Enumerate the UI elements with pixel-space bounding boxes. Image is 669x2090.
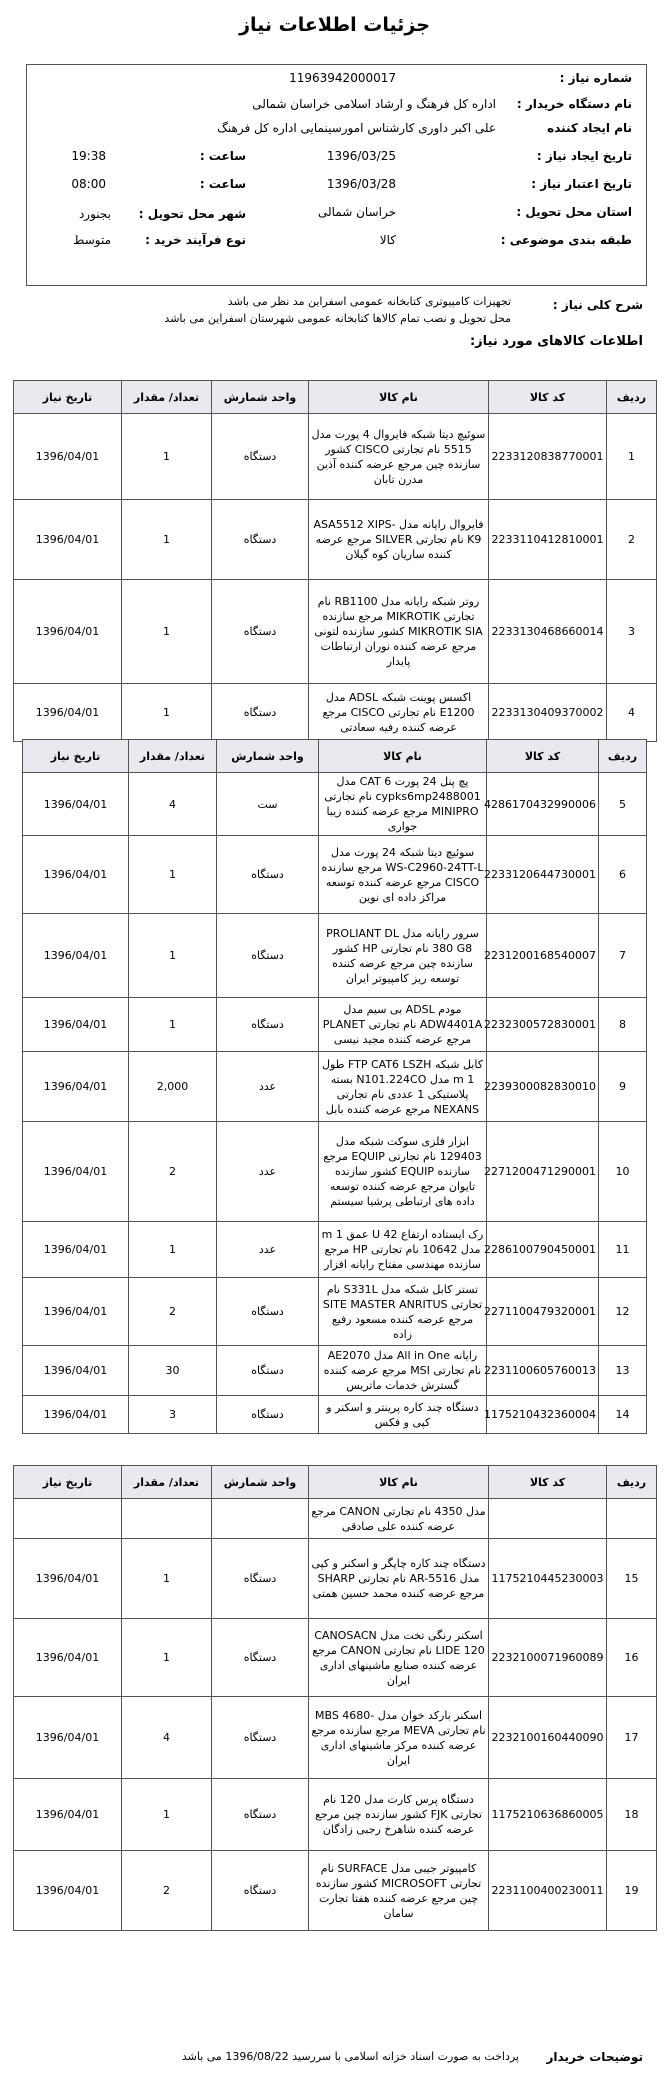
item-quantity: 1: [129, 998, 217, 1052]
item-quantity: 1: [122, 580, 212, 684]
item-code: 1175210636860005: [489, 1779, 607, 1851]
item-name: کامپیوتر جیبی مدل SURFACE نام تجارتی MICROSOFT کشور سازنده چین مرجع عرضه کننده هفتا تجارت سامان: [309, 1851, 489, 1931]
item-quantity: 2,000: [129, 1052, 217, 1122]
table-row: [23, 1346, 647, 1396]
item-need-date: 1396/04/01: [23, 1222, 129, 1278]
table-row: [23, 1396, 647, 1434]
item-name: مودم ADSL بی سیم مدل ADW4401A نام تجارتی PLANET مرجع عرضه کننده مجید نیسی: [319, 998, 487, 1052]
item-need-date: 1396/04/01: [23, 836, 129, 914]
item-row-number: 17: [607, 1697, 657, 1779]
validity-date-label: تاریخ اعتبار نیاز :: [531, 177, 632, 191]
table-row: [23, 1278, 647, 1346]
item-quantity: 1: [129, 1222, 217, 1278]
item-quantity: 3: [129, 1396, 217, 1434]
item-unit: عدد: [217, 1052, 319, 1122]
item-name: دستگاه چند کاره پرینتر و اسکنر و کپی و فکس: [319, 1396, 487, 1434]
items-section-title: اطلاعات کالاهای مورد نیاز:: [469, 334, 643, 349]
items-table-1: [13, 380, 657, 742]
need-number: 11963942000017: [289, 71, 396, 85]
item-quantity: 1: [122, 1539, 212, 1619]
item-unit: دستگاه: [212, 1539, 309, 1619]
item-need-date: 1396/04/01: [14, 1851, 122, 1931]
item-unit: دستگاه: [212, 1697, 309, 1779]
item-row-number: 16: [607, 1619, 657, 1697]
item-quantity: 1: [122, 1779, 212, 1851]
table-row: [14, 1851, 657, 1931]
province-label: استان محل تحویل :: [516, 205, 632, 219]
col-date: تاریخ نیاز: [14, 1466, 122, 1499]
item-code: 2233130468660014: [489, 580, 607, 684]
item-need-date: 1396/04/01: [23, 1122, 129, 1222]
item-quantity: 1: [122, 500, 212, 580]
page-title: جزئیات اطلاعات نیاز: [239, 14, 430, 36]
process: متوسط: [73, 233, 111, 247]
item-code: 2271100479320001: [487, 1278, 599, 1346]
item-code: 2286100790450001: [487, 1222, 599, 1278]
item-code: 1175210432360004: [487, 1396, 599, 1434]
item-need-date: 1396/04/01: [23, 998, 129, 1052]
item-code: 2239300082830010: [487, 1052, 599, 1122]
item-unit: دستگاه: [212, 500, 309, 580]
item-name: رایانه All in One مدل AE2070 نام تجارتی MSI مرجع عرضه کننده گسترش خدمات ماتریس: [319, 1346, 487, 1396]
category-label: طبقه بندی موضوعی :: [500, 233, 632, 247]
item-quantity: 1: [129, 836, 217, 914]
item-name: ابزار فلزی سوکت شبکه مدل 129403 نام تجارتی EQUIP مرجع سازنده EQUIP کشور سازنده تایوان مرجع عرضه کننده توسعه داده های ارتباطی پرشیا سیستم: [319, 1122, 487, 1222]
item-unit: دستگاه: [217, 1346, 319, 1396]
city-label: شهر محل تحویل :: [138, 207, 246, 221]
city: بجنورد: [78, 207, 111, 221]
item-quantity: 2: [122, 1851, 212, 1931]
col-name: نام کالا: [309, 381, 489, 414]
items-table-2: [22, 739, 647, 1434]
created-date-label: تاریخ ایجاد نیاز :: [536, 149, 632, 163]
item-need-date: 1396/04/01: [14, 500, 122, 580]
item-row-number: 3: [607, 580, 657, 684]
item-quantity: 30: [129, 1346, 217, 1396]
col-unit: واحد شمارش: [212, 1466, 309, 1499]
item-name: سوئیچ دیتا شبکه فایروال 4 پورت مدل 5515 نام تجارتی CISCO کشور سازنده چین مرجع عرضه کننده آذین مدرن تابان: [309, 414, 489, 500]
items-table-2-body: [23, 773, 647, 1434]
item-quantity: 1: [122, 684, 212, 742]
col-name: نام کالا: [319, 740, 487, 773]
item-quantity: 2: [129, 1122, 217, 1222]
description-line-2: محل تحویل و نصب تمام کالاها کتابخانه عمومی شهرستان اسفراین می باشد: [164, 312, 511, 325]
item-name: کابل شبکه FTP CAT6 LSZH طول 1 m مدل N101.224CO بسته پلاستیکی 1 عددی نام تجارتی NEXANS مرجع عرضه کننده بابل: [319, 1052, 487, 1122]
table-row-continuation: [14, 1499, 657, 1539]
col-unit: واحد شمارش: [217, 740, 319, 773]
col-qty: تعداد/ مقدار: [122, 381, 212, 414]
item-name: دستگاه پرس کارت مدل 120 نام تجارتی FJK کشور سازنده چین مرجع عرضه کننده شاهرخ رجبی زادگان: [309, 1779, 489, 1851]
validity-time-label: ساعت :: [199, 177, 246, 191]
col-qty: تعداد/ مقدار: [129, 740, 217, 773]
item-quantity: 1: [122, 414, 212, 500]
col-code: کد کالا: [487, 740, 599, 773]
table-row: [23, 914, 647, 998]
item-code: 2233120838770001: [489, 414, 607, 500]
item-code: 1175210445230003: [489, 1539, 607, 1619]
item-code: 2232300572830001: [487, 998, 599, 1052]
item-row-number: 11: [599, 1222, 647, 1278]
item-code: 2231100400230011: [489, 1851, 607, 1931]
table-row: [23, 1052, 647, 1122]
table-row: [23, 1222, 647, 1278]
item-row-number: 2: [607, 500, 657, 580]
item-row-number: 15: [607, 1539, 657, 1619]
item-code: 4286170432990006: [487, 773, 599, 836]
table-row: [23, 836, 647, 914]
item-row-number: 1: [607, 414, 657, 500]
created-time-label: ساعت :: [199, 149, 246, 163]
item-name: فایروال رایانه مدل -ASA5512 XIPS K9 نام تجارتی SILVER مرجع عرضه کننده ساریان کوه گیلان: [309, 500, 489, 580]
item-quantity: 4: [129, 773, 217, 836]
item-need-date: 1396/04/01: [23, 1396, 129, 1434]
description-line-1: تجهیزات کامپیوتری کتابخانه عمومی اسفراین مد نظر می باشد: [227, 295, 511, 308]
items-table-1-body: [14, 414, 657, 742]
table-row: [14, 1619, 657, 1697]
creator: علی اکبر داوری کارشناس امورسینمایی اداره کل فرهنگ: [217, 121, 496, 135]
item-row-number: 12: [599, 1278, 647, 1346]
item-code: 2271200471290001: [487, 1122, 599, 1222]
item-need-date: 1396/04/01: [23, 1278, 129, 1346]
item-quantity: 2: [129, 1278, 217, 1346]
table-row: [14, 580, 657, 684]
need-info-box: [26, 64, 647, 286]
description-text: [111, 293, 511, 327]
item-need-date: 1396/04/01: [23, 773, 129, 836]
item-row-number: 10: [599, 1122, 647, 1222]
table-row: [23, 1122, 647, 1222]
item-unit: دستگاه: [217, 1278, 319, 1346]
item-quantity: 4: [122, 1697, 212, 1779]
item-row-number: 8: [599, 998, 647, 1052]
item-code: 2232100160440090: [489, 1697, 607, 1779]
table-row: [14, 414, 657, 500]
buyer-notes-text: پرداخت به صورت اسناد خزانه اسلامی با سررسید 1396/08/22 می باشد: [181, 2050, 519, 2063]
col-row: ردیف: [607, 381, 657, 414]
buyer-org: اداره کل فرهنگ و ارشاد اسلامی خراسان شمالی: [252, 97, 496, 111]
table-row: [14, 1697, 657, 1779]
col-name: نام کالا: [309, 1466, 489, 1499]
item-unit: دستگاه: [212, 684, 309, 742]
col-unit: واحد شمارش: [212, 381, 309, 414]
item-quantity: 1: [122, 1619, 212, 1697]
col-code: کد کالا: [489, 381, 607, 414]
description-label: شرح کلی نیاز :: [552, 298, 643, 312]
item-unit: دستگاه: [212, 1779, 309, 1851]
table-row: [14, 1539, 657, 1619]
process-label: نوع فرآیند خرید :: [145, 233, 246, 247]
validity-time: 08:00: [71, 177, 106, 191]
col-qty: تعداد/ مقدار: [122, 1466, 212, 1499]
item-row-number: 18: [607, 1779, 657, 1851]
table-row: [23, 998, 647, 1052]
item-name: دستگاه چند کاره چاپگر و اسکنر و کپی مدل AR-5516 نام تجارتی SHARP مرجع عرضه کننده محمد حسین همتی: [309, 1539, 489, 1619]
item-row-number: 14: [599, 1396, 647, 1434]
item-need-date: 1396/04/01: [14, 684, 122, 742]
item-need-date: 1396/04/01: [14, 1539, 122, 1619]
buyer-notes-label: توضیحات خریدار: [546, 2050, 643, 2064]
table-row: [14, 684, 657, 742]
item-unit: دستگاه: [212, 1619, 309, 1697]
items-table-3: [13, 1465, 657, 1931]
item-row-number: 19: [607, 1851, 657, 1931]
item-unit: دستگاه: [217, 914, 319, 998]
item-unit: دستگاه: [217, 998, 319, 1052]
table-row: [14, 500, 657, 580]
created-date: 1396/03/25: [326, 149, 396, 163]
creator-label: نام ایجاد کننده: [547, 121, 632, 135]
item-unit: دستگاه: [212, 1851, 309, 1931]
category: کالا: [379, 233, 396, 247]
created-time: 19:38: [71, 149, 106, 163]
province: خراسان شمالی: [317, 205, 396, 219]
item-name: اکسس پوینت شبکه ADSL مدل E1200 نام تجارتی CISCO مرجع عرضه کننده رفیه سعادتی: [309, 684, 489, 742]
item-need-date: 1396/04/01: [23, 914, 129, 998]
item-name: اسکنر بارکد خوان مدل -MBS 4680 نام تجارتی MEVA مرجع سازنده مرجع عرضه کننده مرکز ماشینهای اداری ایران: [309, 1697, 489, 1779]
buyer-org-label: نام دستگاه خریدار :: [516, 97, 632, 111]
item-row-number: 4: [607, 684, 657, 742]
item-name: اسکنر رنگی تخت مدل CANOSACN LIDE 120 نام تجارتی CANON مرجع عرضه کننده صنایع ماشینهای اداری ایران: [309, 1619, 489, 1697]
need-number-label: شماره نیاز :: [559, 71, 632, 85]
item-row-number: 5: [599, 773, 647, 836]
item-name: تستر کابل شبکه مدل S331L نام تجارتی SITE MASTER ANRITUS مرجع عرضه کننده مسعود رفیع زاده: [319, 1278, 487, 1346]
item-code: 2233130409370002: [489, 684, 607, 742]
item-need-date: 1396/04/01: [14, 414, 122, 500]
item-row-number: 9: [599, 1052, 647, 1122]
item-unit: عدد: [217, 1222, 319, 1278]
item-unit: دستگاه: [217, 1396, 319, 1434]
item-need-date: 1396/04/01: [14, 1779, 122, 1851]
item-name: پچ پنل 24 پورت CAT 6 مدل cypks6mp2488001 نام تجارتی MINIPRO مرجع عرضه کننده زیبا جواری: [319, 773, 487, 836]
col-date: تاریخ نیاز: [23, 740, 129, 773]
item-need-date: 1396/04/01: [14, 1697, 122, 1779]
item-need-date: 1396/04/01: [14, 1619, 122, 1697]
item-quantity: 1: [129, 914, 217, 998]
item-unit: دستگاه: [212, 580, 309, 684]
item-name: سوئیچ دیتا شبکه 24 پورت مدل WS-C2960-24TT-L مرجع سازنده CISCO مرجع عرضه کننده توسعه مراکز داده ای نوین: [319, 836, 487, 914]
item-unit: ست: [217, 773, 319, 836]
item-unit: دستگاه: [217, 836, 319, 914]
item-name: رک ایستاده ارتفاع 42 U عمق 1 m مدل 10642 نام تجارتی HP مرجع سازنده مهندسی مفتاح رایانه افزار: [319, 1222, 487, 1278]
item-need-date: 1396/04/01: [23, 1346, 129, 1396]
item-name: سرور رایانه مدل PROLIANT DL 380 G8 نام تجارتی HP کشور سازنده چین مرجع عرضه کننده توسعه ریز کامپیوتر ایران: [319, 914, 487, 998]
col-date: تاریخ نیاز: [14, 381, 122, 414]
item-code: 2233120644730001: [487, 836, 599, 914]
item-row-number: 7: [599, 914, 647, 998]
item-row-number: 13: [599, 1346, 647, 1396]
item-unit: عدد: [217, 1122, 319, 1222]
item-unit: دستگاه: [212, 414, 309, 500]
item-code: 2231100605760013: [487, 1346, 599, 1396]
table-row: [14, 1779, 657, 1851]
item-need-date: 1396/04/01: [14, 580, 122, 684]
col-code: کد کالا: [489, 1466, 607, 1499]
item-need-date: 1396/04/01: [23, 1052, 129, 1122]
item-code: 2233110412810001: [489, 500, 607, 580]
col-row: ردیف: [607, 1466, 657, 1499]
items-table-3-body: [14, 1499, 657, 1931]
validity-date: 1396/03/28: [326, 177, 396, 191]
item-name: روتر شبکه رایانه مدل RB1100 نام تجارتی MIKROTIK مرجع سازنده MIKROTIK SIA کشور سازنده لتونی مرجع عرضه کننده نوران ارتباطات پایدار: [309, 580, 489, 684]
item-name-continuation: مدل 4350 نام تجارتی CANON مرجع عرضه کننده علی صادقی: [309, 1499, 489, 1539]
item-code: 2231200168540007: [487, 914, 599, 998]
table-row: [23, 773, 647, 836]
item-row-number: 6: [599, 836, 647, 914]
col-row: ردیف: [599, 740, 647, 773]
item-code: 2232100071960089: [489, 1619, 607, 1697]
